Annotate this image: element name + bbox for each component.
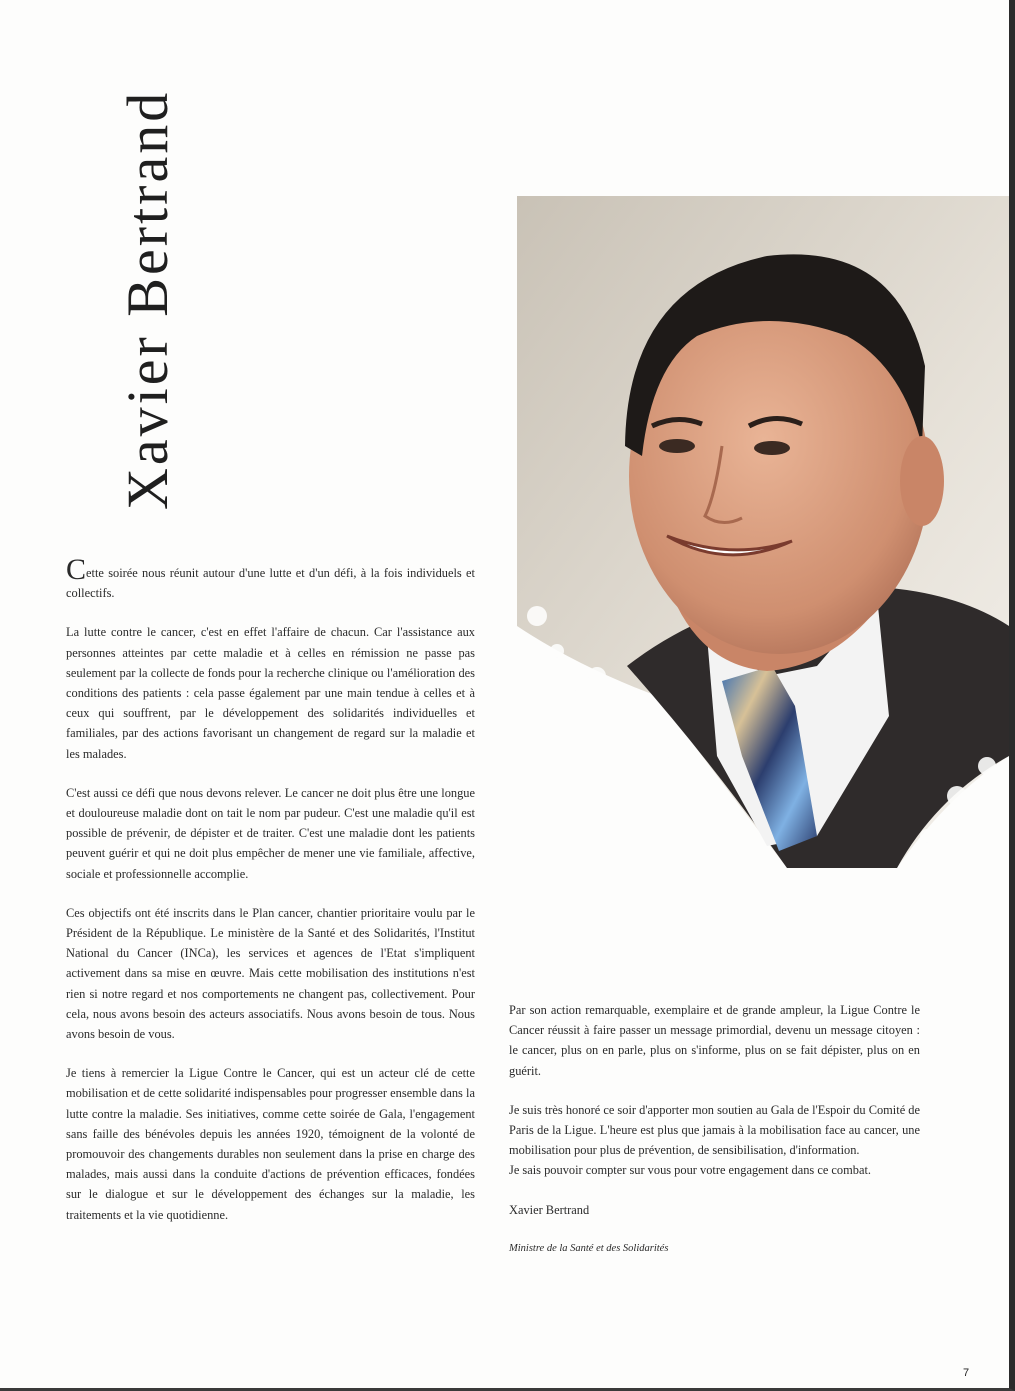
left-text-column [66, 553, 475, 1244]
paragraph: Par son action remarquable, exemplaire et de grande ampleur, la Ligue Contre le Cancer réussit à faire passer un message primordial, devenu un message citoyen : le cancer, plus on en parle, plus on s'informe, plus on se fait dépister, plus on en guérit. [509, 1003, 920, 1078]
signature-title: Ministre de la Santé et des Solidarités [509, 1242, 669, 1254]
signature-name: Xavier Bertrand [509, 1202, 590, 1217]
drop-cap: C [66, 553, 87, 586]
paragraph: Je tiens à remercier la Ligue Contre le Cancer, qui est un acteur clé de cette mobilisation et de cette solidarité indispensables pour progresser ensemble dans la lutte contre la maladie. Ses initiatives, comme cette soirée de Gala, l'engagement sans faille des bénévoles depuis les années 1920, témoignent de la volonté de promouvoir des changements durables non seulement dans la prise en charge des malades, mais aussi dans la conduite d'actions de prévention efficaces, fondées sur le dialogue et sur le développement des échanges sur la maladie, les traitements et la vie quotidienne. [66, 1066, 475, 1222]
title-text: Xavier Bertrand [115, 89, 180, 510]
paragraph: Je suis très honoré ce soir d'apporter mon soutien au Gala de l'Espoir du Comité de Paris de la Ligue. L'heure est plus que jamais à la mobilisation face au cancer, une mobilisation pour plus de prévention, de sensibilisation, d'information. [509, 1102, 920, 1158]
paragraph: C'est aussi ce défi que nous devons relever. Le cancer ne doit plus être une longue et douloureuse maladie dont on tait le nom par pudeur. C'est une maladie qu'il est possible de prévenir, de dépister et de traiter. C'est une maladie dont les patients peuvent guérir et qui ne doit plus empêcher de mener une vie familiale, affective, sociale et professionnelle accomplie. [66, 785, 475, 881]
portrait-image [517, 196, 1009, 868]
closing-line: Je sais pouvoir compter sur vous pour votre engagement dans ce combat. [509, 1163, 871, 1178]
portrait-photo [517, 196, 1009, 868]
paragraph: Ces objectifs ont été inscrits dans le Plan cancer, chantier prioritaire voulu par le Président de la République. Le ministère de la Santé et des Solidarités, l'Institut National du Cancer (INCa), les services et agences de l'Etat s'impliquent activement dans sa mise en œuvre. Mais cette mobilisation des institutions n'est rien si notre regard et nos comportements ne changent pas, collectivement. Pour cela, nous avons besoin des acteurs associatifs. Nous avons besoin de tous. Nous avons besoin de vous. [66, 905, 475, 1042]
intro-paragraph [66, 553, 475, 603]
intro-text: ette soirée nous réunit autour d'une lutte et d'un défi, à la fois individuels et collectifs. [66, 566, 475, 601]
right-text-column [509, 1000, 920, 1278]
paragraph: La lutte contre le cancer, c'est en effet l'affaire de chacun. Car l'assistance aux personnes atteintes par cette maladie et à celles en rémission ne passe pas seulement par la collecte de fonds pour la recherche clinique ou l'amélioration des conditions des patients : cela passe également par une main tendue à celles et à ceux qui souffrent, par le développement des solidarités individuelles et familiales, par des actions favorisant un changement de regard sur la maladie et les malades. [66, 625, 475, 761]
page-number: 7 [963, 1367, 970, 1379]
page-title [52, 80, 180, 510]
